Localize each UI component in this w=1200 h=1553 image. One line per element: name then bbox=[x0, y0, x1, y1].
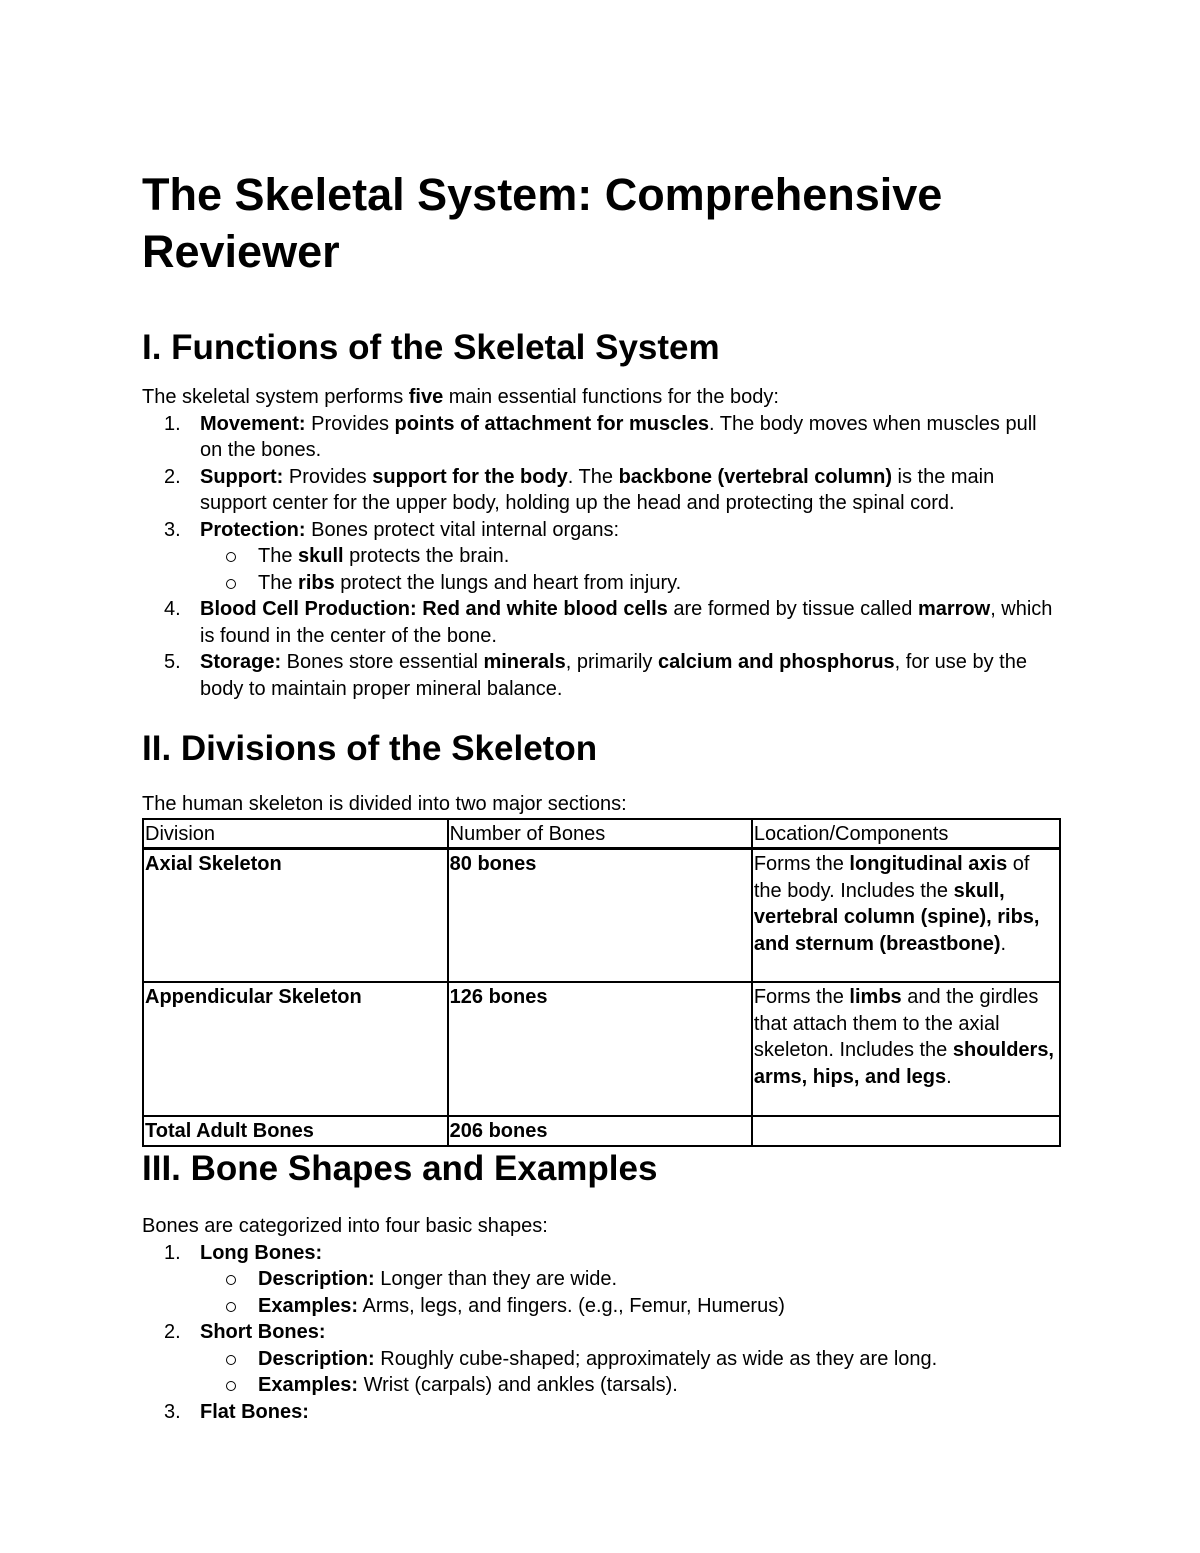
divisions-table bbox=[142, 818, 1061, 1148]
sub-list-item: Examples: Arms, legs, and fingers. (e.g., Femur, Humerus) bbox=[142, 1293, 1062, 1320]
table-cell: Forms the longitudinal axis of the body. Includes the skull, vertebral column (spine), ribs, and sternum (breastbone). bbox=[752, 849, 1060, 983]
long-bones-sublist bbox=[200, 1266, 1062, 1319]
table-cell: Axial Skeleton bbox=[143, 849, 448, 983]
table-cell: Appendicular Skeleton bbox=[143, 982, 448, 1116]
list-item: 5. Storage: Bones store essential minerals, primarily calcium and phosphorus, for use by the body to maintain proper mineral balance. bbox=[164, 651, 1027, 700]
list-item: 4. Blood Cell Production: Red and white blood cells are formed by tissue called marrow, which is found in the center of the bone. bbox=[164, 598, 1053, 647]
divisions-intro: The human skeleton is divided into two major sections: bbox=[142, 793, 627, 815]
bullet-circle-icon bbox=[226, 1302, 236, 1312]
sub-list-item: The ribs protect the lungs and heart from injury. bbox=[142, 570, 1062, 597]
table-cell: Total Adult Bones bbox=[143, 1116, 448, 1146]
page-title: The Skeletal System: Comprehensive Reviewer bbox=[142, 169, 943, 277]
protection-sublist bbox=[200, 543, 1062, 596]
table-cell bbox=[752, 1116, 1060, 1146]
list-item: 3. Protection: Bones protect vital internal organs: The skull protects the brain. The ribs protect the lungs and heart from injury. bbox=[142, 517, 1062, 597]
bullet-circle-icon bbox=[226, 579, 236, 589]
table-header-cell: Division bbox=[143, 819, 448, 849]
functions-list bbox=[142, 411, 1062, 703]
bullet-circle-icon bbox=[226, 1381, 236, 1391]
bullet-circle-icon bbox=[226, 552, 236, 562]
list-item: 2. Short Bones: Description: Roughly cube-shaped; approximately as wide as they are long. Examples: Wrist (carpals) and ankles (tarsals). bbox=[142, 1319, 1062, 1399]
bone-shapes-list bbox=[142, 1240, 1062, 1426]
sub-list-item: The skull protects the brain. bbox=[142, 543, 1062, 570]
table-header-row bbox=[143, 819, 1060, 849]
functions-intro: The skeletal system performs five main essential functions for the body: bbox=[142, 386, 779, 408]
bone-shapes-intro: Bones are categorized into four basic shapes: bbox=[142, 1215, 548, 1237]
document-body bbox=[142, 166, 1062, 1425]
bullet-circle-icon bbox=[226, 1355, 236, 1365]
list-item: 1. Movement: Provides points of attachment for muscles. The body moves when muscles pull on the bones. bbox=[164, 412, 1037, 461]
table-row bbox=[143, 982, 1060, 1116]
section-heading-divisions: II. Divisions of the Skeleton bbox=[142, 729, 598, 768]
list-item: 2. Support: Provides support for the body. The backbone (vertebral column) is the main support center for the upper body, holding up the head and protecting the spinal cord. bbox=[164, 465, 995, 514]
table-cell: Forms the limbs and the girdles that attach them to the axial skeleton. Includes the shoulders, arms, hips, and legs. bbox=[752, 982, 1060, 1116]
table-header-cell: Number of Bones bbox=[448, 819, 752, 849]
table-cell: 126 bones bbox=[448, 982, 752, 1116]
sub-list-item: Description: Longer than they are wide. bbox=[142, 1266, 1062, 1293]
table-cell: 206 bones bbox=[448, 1116, 752, 1146]
section-heading-functions: I. Functions of the Skeletal System bbox=[142, 328, 720, 367]
sub-list-item: Description: Roughly cube-shaped; approximately as wide as they are long. bbox=[142, 1346, 1062, 1373]
section-heading-bone-shapes: III. Bone Shapes and Examples bbox=[142, 1149, 658, 1188]
table-row bbox=[143, 1116, 1060, 1146]
table-cell: 80 bones bbox=[448, 849, 752, 983]
table-header-cell: Location/Components bbox=[752, 819, 1060, 849]
short-bones-sublist bbox=[200, 1346, 1062, 1399]
list-item: 1. Long Bones: Description: Longer than they are wide. Examples: Arms, legs, and fingers. (e.g., Femur, Humerus) bbox=[142, 1240, 1062, 1320]
table-row bbox=[143, 849, 1060, 983]
sub-list-item: Examples: Wrist (carpals) and ankles (tarsals). bbox=[142, 1372, 1062, 1399]
list-item: 3. Flat Bones: bbox=[164, 1400, 309, 1423]
bullet-circle-icon bbox=[226, 1275, 236, 1285]
